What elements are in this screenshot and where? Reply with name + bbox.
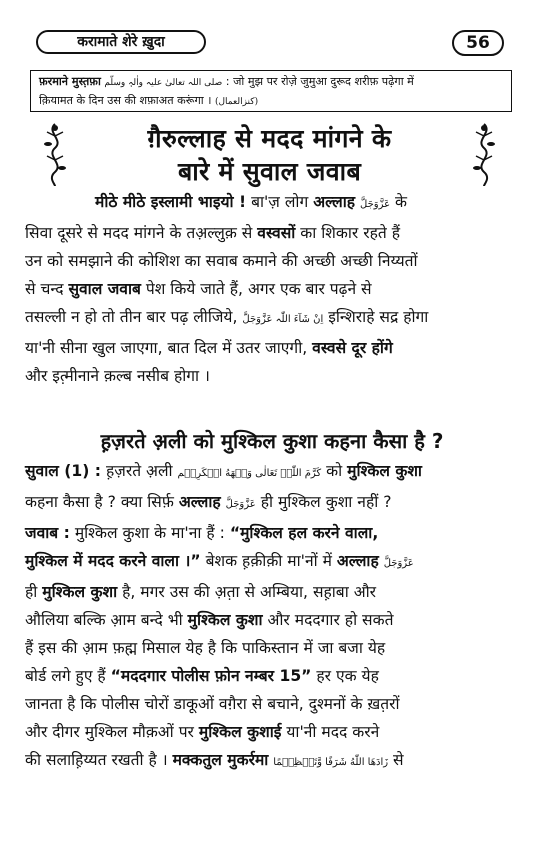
para-line: [25, 219, 519, 247]
text-run: या'नी सीना खुल जाएगा, बात दिल में उतर जाएगी,: [25, 339, 313, 357]
bold-phrase: मीठे मीठे इस्लामी भाइयो !: [95, 193, 247, 211]
answer-line: [25, 606, 519, 634]
arabic-phrase: اِنْ شَآءَ اللّٰہ عَزَّوَجَلَّ: [242, 314, 324, 325]
text-run: और दीगर मुश्किल मौक़ओं पर: [25, 723, 199, 741]
text-run: का शिकार रहते हैं: [295, 224, 400, 242]
text-run: पेश किये जाते हैं, अगर एक बार पढ़ने से: [140, 280, 372, 298]
quoted-phrase: मुश्किल में मदद करने वाला ।”: [25, 552, 201, 570]
text-run: या'नी मदद करने: [281, 723, 380, 741]
qa-section: [25, 457, 519, 777]
farmaan-line2: क़ियामत के दिन उस की शफ़ाअत करूंगा ।: [39, 94, 212, 107]
bold-phrase: मुश्किल कुशा: [347, 462, 422, 480]
text-run: ह़ज़रते अ़ली: [101, 462, 178, 480]
bold-phrase: मक्कतुल मुकर्रमा: [172, 751, 269, 769]
arabic-honorific: عَزَّوَجَلَّ: [360, 199, 391, 210]
bold-phrase: अल्लाह: [178, 493, 221, 511]
arabic-honorific: عَزَّوَجَلَّ: [225, 499, 256, 510]
bold-phrase: अल्लाह: [336, 552, 379, 570]
question-line: [25, 457, 519, 488]
para-line: [25, 334, 519, 362]
bold-phrase: मुश्किल कुशा: [42, 583, 118, 601]
farmaan-label: फ़रमाने मुस्त़फ़ा: [39, 75, 101, 88]
text-run: ही: [25, 583, 43, 601]
arabic-honorific: کَرَّمَ اللّٰہُ تَعَالٰی وَجۡهَهُ الۡکَرِیۡم: [177, 468, 322, 479]
text-run: औलिया बल्कि आ़म बन्दे भी: [25, 611, 188, 629]
text-run: और मददगार हो सकते: [262, 611, 394, 629]
answer-line: [25, 578, 519, 606]
answer-line: [25, 746, 519, 777]
section-heading: [40, 122, 499, 192]
text-run: की सलाह़िय्यत रखती है ।: [25, 751, 173, 769]
para-line: और इत़्मीनाने क़ल्ब नसीब होगा ।: [25, 367, 210, 385]
bold-phrase: सुवाल जवाब: [68, 280, 141, 298]
farmaan-text: : जो मुझ पर रोज़े जुमुआ दुरूद शरीफ़ पढ़ेगा में: [225, 75, 414, 88]
bold-phrase: मुश्किल कुशा: [187, 611, 263, 629]
floral-ornament-icon: [40, 122, 70, 188]
text-run: के: [390, 193, 408, 211]
question-line: [25, 488, 519, 519]
text-run: बा'ज़ लोग: [246, 193, 314, 211]
farmaan-salutation: صلی اللہ تعالیٰ علیہ واٰلہٖ وسلّم: [104, 78, 223, 88]
answer-line: [25, 519, 519, 547]
answer-line: जानता है कि पोलीस चोरों डाकूओं वग़ैरा से बचाने, दुश्मनों के ख़त़रों: [25, 695, 400, 713]
text-run: सिवा दूसरे से मदद मांगने के तअ़ल्लुक़ से: [25, 224, 258, 242]
quoted-phrase: “मुश्किल हल करने वाला,: [229, 524, 379, 542]
para-line: उन को समझाने की कोशिश का सवाब कमाने की अच्छी अच्छी निय्यतों: [25, 252, 418, 270]
text-run: बेशक ह़क़ीक़ी मा'नों में: [200, 552, 337, 570]
text-run: से: [388, 751, 404, 769]
book-title-badge: करामाते शेरे ख़ुदा: [36, 30, 206, 54]
text-run: तसल्ली न हो तो तीन बार पढ़ लीजिये,: [25, 308, 243, 326]
answer-line: हैं इस की आ़म फ़ह्म मिसाल येह है कि पाकिस्तान में जा बजा येह: [25, 639, 386, 657]
farmaan-box: [30, 70, 512, 112]
para-line: [25, 188, 519, 219]
text-run: मुश्किल कुशा के मा'ना हैं :: [69, 524, 230, 542]
bold-phrase: वस्वसों: [257, 224, 296, 242]
answer-label: जवाब :: [25, 524, 70, 542]
farmaan-source: (کنزالعمال): [215, 97, 259, 107]
text-run: से चन्द: [25, 280, 69, 298]
text-run: को: [321, 462, 348, 480]
bold-phrase: वस्वसे दूर होंगे: [312, 339, 393, 357]
text-run: है, मगर उस की अ़त़ा से अम्बिया, सह़ाबा और: [117, 583, 377, 601]
floral-ornament-icon: [469, 122, 499, 188]
bold-phrase: अल्लाह: [313, 193, 356, 211]
subheading: ह़ज़रते अ़ली को मुश्किल कुशा कहना कैसा है ?: [100, 429, 444, 453]
arabic-honorific: عَزَّوَجَلَّ: [383, 558, 414, 569]
answer-line: [25, 718, 519, 746]
bold-phrase: मुश्किल कुशाई: [198, 723, 282, 741]
heading-line-2: बारे में सुवाल जवाब: [177, 157, 362, 186]
text-run: बोर्ड लगे हुए हैं: [25, 667, 111, 685]
page-number-badge: 56: [452, 30, 504, 56]
intro-paragraph: [25, 188, 519, 390]
para-line: [25, 303, 519, 334]
answer-line: [25, 662, 519, 690]
text-run: हर एक येह: [311, 667, 379, 685]
question-label: सुवाल (1) :: [25, 462, 102, 480]
text-run: कहना कैसा है ? क्या सिर्फ़: [25, 493, 179, 511]
quoted-phrase: “मददगार पोलीस फ़ोन नम्बर 15”: [110, 667, 312, 685]
answer-line: [25, 547, 519, 578]
heading-text: [74, 122, 465, 188]
heading-line-1: ग़ैरुल्लाह से मदद मांगने के: [147, 124, 392, 153]
text-run: ही मुश्किल कुशा नहीं ?: [255, 493, 392, 511]
arabic-honorific: زَادَهَا اللّٰهُ شَرَفًا وَّتَعۡظِیۡمًا: [273, 757, 389, 768]
text-run: इन्शिराहे सद्र होगा: [323, 308, 429, 326]
para-line: [25, 275, 519, 303]
